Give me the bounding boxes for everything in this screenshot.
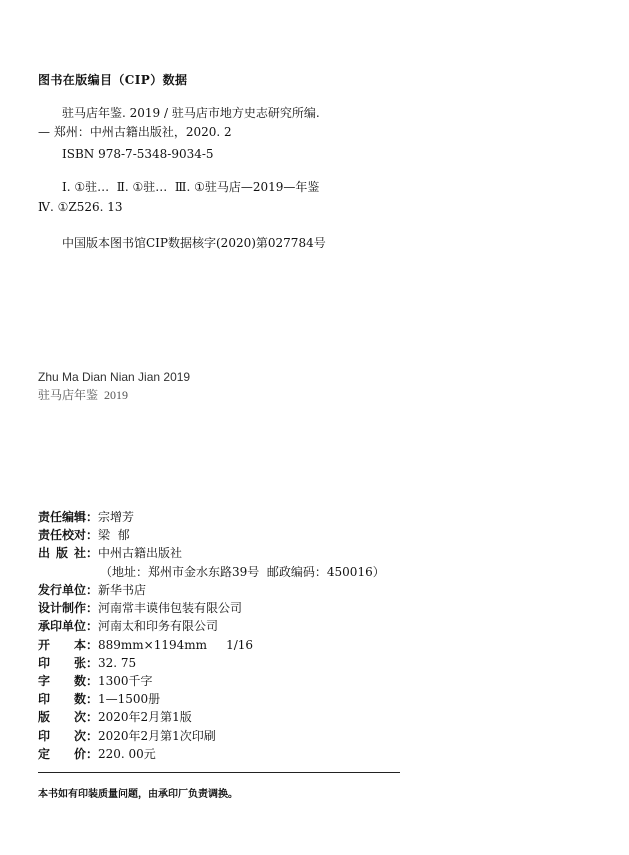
credit-row-printer bbox=[38, 617, 598, 635]
credit-label: 开 本 bbox=[38, 637, 86, 652]
credit-colon: ： bbox=[86, 746, 99, 761]
credit-row-distributor bbox=[38, 581, 598, 599]
credit-value: 河南太和印务有限公司 bbox=[98, 619, 219, 634]
cip-subject-line: Ⅰ. ①驻… Ⅱ. ①驻… Ⅲ. ①驻马店—2019—年鉴 bbox=[62, 180, 320, 194]
credit-label: 承印单位 bbox=[38, 619, 87, 634]
credit-row-proofreader bbox=[38, 526, 598, 544]
credit-colon: ： bbox=[86, 528, 99, 543]
credit-colon: ： bbox=[86, 619, 99, 634]
credit-row-edition bbox=[38, 708, 598, 726]
credit-row-sheets bbox=[38, 654, 598, 672]
credit-value: 中州古籍出版社 bbox=[98, 546, 183, 561]
cip-isbn: ISBN 978-7-5348-9034-5 bbox=[62, 147, 214, 161]
credit-value: 1—1500册 bbox=[98, 692, 161, 707]
cip-classification-line: Ⅳ. ①Z526. 13 bbox=[38, 200, 123, 214]
credit-label: 责任编辑 bbox=[38, 510, 87, 524]
credit-row-address bbox=[38, 563, 598, 581]
cip-publisher-line: — 郑州：中州古籍出版社，2020. 2 bbox=[38, 125, 232, 139]
credit-label: 印 数 bbox=[38, 692, 86, 707]
credit-row-design bbox=[38, 599, 598, 617]
credit-colon: ： bbox=[86, 582, 99, 597]
credit-label: 印 张 bbox=[38, 655, 86, 670]
credit-row-editor bbox=[38, 508, 598, 526]
title-chinese: 驻马店年鉴 2019 bbox=[38, 388, 129, 402]
credit-row-print-run bbox=[38, 690, 598, 708]
credit-value: 2020年2月第1版 bbox=[98, 710, 192, 725]
credit-colon: ： bbox=[86, 655, 99, 670]
credit-value: 889mm×1194mm 1/16 bbox=[98, 637, 254, 652]
credit-colon: ： bbox=[86, 673, 99, 688]
credit-label: 印 次 bbox=[38, 728, 86, 743]
cip-heading: 图书在版编目（CIP）数据 bbox=[38, 73, 188, 87]
credit-label: 版 次 bbox=[38, 710, 86, 725]
credit-value: 宗增芳 bbox=[98, 510, 135, 524]
credit-colon: ： bbox=[86, 692, 99, 707]
credit-row-word-count bbox=[38, 672, 598, 690]
credit-value: 2020年2月第1次印刷 bbox=[98, 728, 216, 743]
credit-value: 220. 00元 bbox=[98, 746, 156, 761]
publisher-address: （地址：郑州市金水东路39号 邮政编码：450016） bbox=[100, 564, 385, 579]
credit-colon: ： bbox=[86, 510, 99, 524]
credit-label: 字 数 bbox=[38, 673, 86, 688]
credit-row-printing bbox=[38, 727, 598, 745]
credit-label: 责任校对 bbox=[38, 528, 87, 543]
credits-block bbox=[38, 508, 598, 763]
credit-row-price bbox=[38, 745, 598, 763]
credit-label: 设计制作 bbox=[38, 601, 87, 616]
credit-value: 河南常丰谟伟包装有限公司 bbox=[98, 601, 243, 616]
credit-row-publisher bbox=[38, 544, 598, 562]
credit-label: 出 版 社 bbox=[38, 546, 86, 561]
credit-colon: ： bbox=[86, 546, 99, 561]
credit-value: 32. 75 bbox=[98, 655, 137, 670]
credit-value: 新华书店 bbox=[98, 582, 147, 597]
credit-colon: ： bbox=[86, 637, 99, 652]
title-pinyin: Zhu Ma Dian Nian Jian 2019 bbox=[38, 370, 191, 384]
credit-label: 定 价 bbox=[38, 746, 86, 761]
divider-line bbox=[38, 772, 400, 773]
credit-value: 1300千字 bbox=[98, 673, 153, 688]
credit-colon: ： bbox=[86, 601, 99, 616]
cip-title-line: 驻马店年鉴. 2019 / 驻马店市地方史志研究所编. bbox=[62, 106, 320, 120]
quality-notice: 本书如有印装质量问题，由承印厂负责调换。 bbox=[38, 789, 238, 800]
credit-colon: ： bbox=[86, 728, 99, 743]
cip-number: 中国版本图书馆CIP数据核字(2020)第027784号 bbox=[62, 236, 326, 250]
credit-row-format bbox=[38, 636, 598, 654]
credit-colon: ： bbox=[86, 710, 99, 725]
credit-value: 梁 郁 bbox=[98, 528, 130, 543]
credit-label: 发行单位 bbox=[38, 582, 87, 597]
